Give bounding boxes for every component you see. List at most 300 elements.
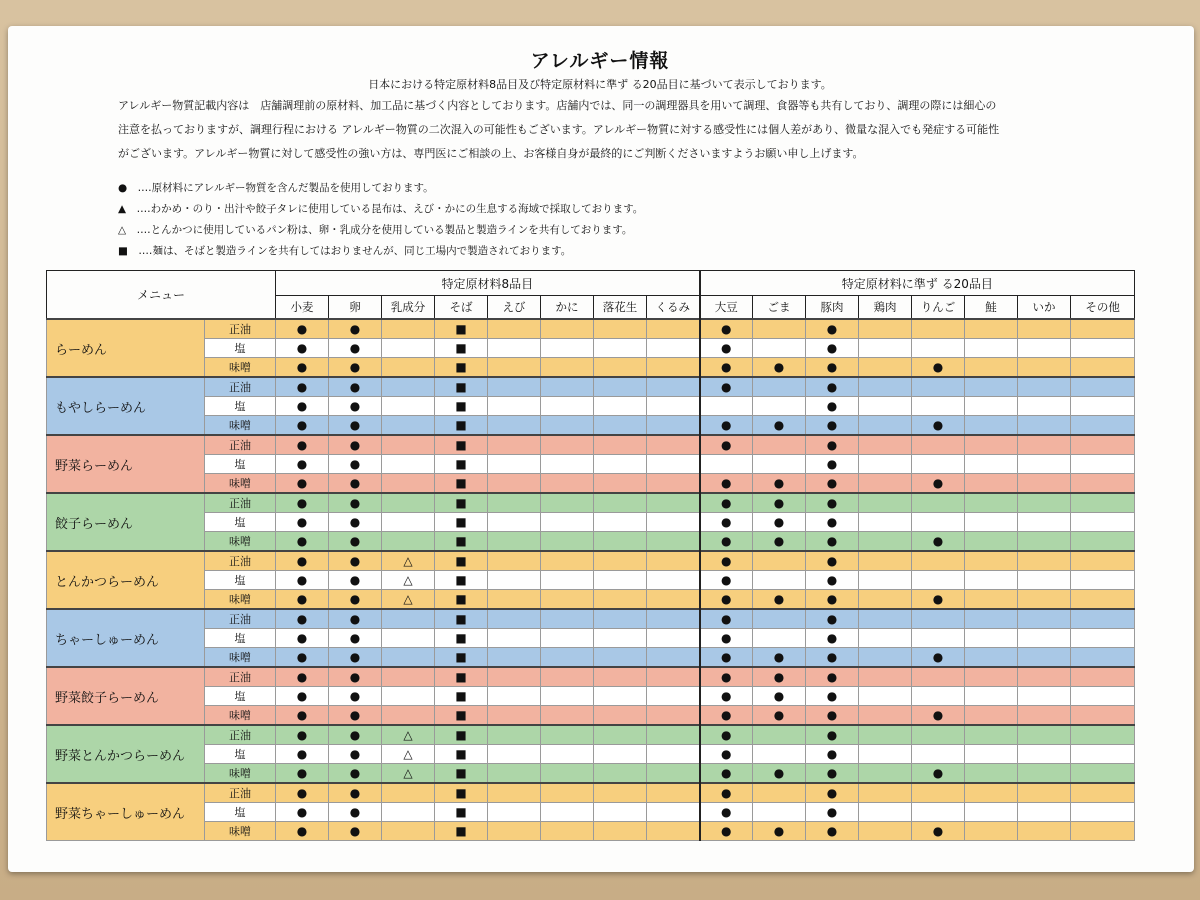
table-row	[47, 416, 1135, 436]
allergen-mark	[1018, 803, 1071, 822]
allergen-header: 乳成分	[382, 296, 435, 320]
allergen-mark: ●	[700, 783, 753, 803]
allergen-mark	[965, 455, 1018, 474]
allergen-mark: ●	[912, 416, 965, 436]
allergen-mark: ●	[329, 725, 382, 745]
allergen-mark: ■	[435, 493, 488, 513]
allergen-mark	[382, 435, 435, 455]
allergen-mark	[647, 474, 700, 494]
allergen-mark: ●	[329, 532, 382, 552]
allergen-mark	[1071, 513, 1135, 532]
allergen-mark	[859, 609, 912, 629]
allergen-mark	[965, 803, 1018, 822]
allergen-mark: ●	[806, 725, 859, 745]
allergen-mark: ●	[276, 667, 329, 687]
allergen-mark	[1018, 571, 1071, 590]
allergen-mark: ●	[276, 435, 329, 455]
allergen-mark: ●	[276, 571, 329, 590]
allergen-mark	[382, 687, 435, 706]
table-row	[47, 377, 1135, 397]
allergen-mark	[488, 725, 541, 745]
allergen-mark	[965, 687, 1018, 706]
allergen-mark	[859, 667, 912, 687]
allergen-mark: ●	[329, 416, 382, 436]
allergen-mark: ■	[435, 783, 488, 803]
menu-name: とんかつらーめん	[47, 551, 205, 609]
table-row	[47, 397, 1135, 416]
allergen-mark	[488, 513, 541, 532]
allergen-mark	[1018, 377, 1071, 397]
allergen-mark: ●	[700, 339, 753, 358]
allergen-mark: △	[382, 764, 435, 784]
allergen-mark	[753, 455, 806, 474]
allergen-mark: ●	[700, 532, 753, 552]
variant-label: 正油	[205, 725, 276, 745]
allergen-mark: ●	[912, 706, 965, 726]
allergen-mark	[753, 629, 806, 648]
legend-item-triangle: ▲ ‥‥わかめ・のり・出汁や餃子タレに使用している昆布は、えび・かにの生息する海域で採取しております。	[118, 203, 644, 215]
allergen-mark: ■	[435, 319, 488, 339]
table-row	[47, 764, 1135, 784]
allergen-mark	[594, 493, 647, 513]
menu-name: ちゃーしゅーめん	[47, 609, 205, 667]
allergen-mark	[382, 513, 435, 532]
allergen-mark: ●	[329, 397, 382, 416]
allergen-mark	[753, 783, 806, 803]
allergen-mark	[647, 513, 700, 532]
allergen-mark: ●	[329, 609, 382, 629]
page-title: アレルギー情報	[530, 50, 670, 72]
allergen-mark: ●	[329, 455, 382, 474]
allergen-mark	[1018, 629, 1071, 648]
allergen-header: 落花生	[594, 296, 647, 320]
allergen-mark: ●	[276, 725, 329, 745]
allergen-mark	[647, 687, 700, 706]
allergen-mark	[700, 397, 753, 416]
allergen-mark	[859, 358, 912, 378]
allergen-mark	[965, 648, 1018, 668]
allergen-mark	[488, 493, 541, 513]
allergen-mark	[488, 609, 541, 629]
allergen-mark	[1018, 822, 1071, 841]
allergen-mark	[541, 551, 594, 571]
allergen-mark	[594, 319, 647, 339]
allergen-mark	[488, 416, 541, 436]
variant-label: 味噌	[205, 706, 276, 726]
allergen-mark	[1071, 532, 1135, 552]
allergen-mark: ●	[700, 474, 753, 494]
allergen-mark	[912, 571, 965, 590]
allergen-mark	[647, 783, 700, 803]
menu-name: 野菜餃子らーめん	[47, 667, 205, 725]
allergen-mark	[488, 706, 541, 726]
variant-label: 正油	[205, 319, 276, 339]
table-row	[47, 532, 1135, 552]
allergen-mark: ■	[435, 339, 488, 358]
allergen-mark	[1071, 571, 1135, 590]
variant-label: 塩	[205, 339, 276, 358]
allergen-mark	[594, 358, 647, 378]
table-row	[47, 513, 1135, 532]
allergen-mark	[753, 377, 806, 397]
allergen-mark: ●	[276, 474, 329, 494]
allergen-mark	[382, 667, 435, 687]
allergen-mark	[1071, 551, 1135, 571]
allergen-mark	[912, 725, 965, 745]
allergen-mark	[488, 551, 541, 571]
allergen-mark: ●	[753, 648, 806, 668]
allergen-header: ごま	[753, 296, 806, 320]
allergen-mark	[753, 609, 806, 629]
allergen-mark: ●	[912, 474, 965, 494]
allergen-mark	[965, 629, 1018, 648]
allergen-mark: ●	[753, 532, 806, 552]
allergen-mark	[1071, 706, 1135, 726]
allergen-mark	[965, 513, 1018, 532]
allergen-mark: ●	[700, 358, 753, 378]
table-row	[47, 648, 1135, 668]
allergen-mark: ●	[276, 377, 329, 397]
allergen-mark	[1071, 435, 1135, 455]
allergen-mark	[1018, 764, 1071, 784]
table-row	[47, 783, 1135, 803]
allergen-mark: ●	[329, 822, 382, 841]
allergen-mark	[488, 397, 541, 416]
allergen-mark	[594, 513, 647, 532]
allergen-mark: ■	[435, 590, 488, 610]
allergen-mark: ●	[276, 590, 329, 610]
allergen-mark	[541, 687, 594, 706]
variant-label: 塩	[205, 803, 276, 822]
allergen-mark	[488, 822, 541, 841]
table-row	[47, 725, 1135, 745]
allergen-mark	[700, 455, 753, 474]
allergen-mark	[965, 474, 1018, 494]
allergen-mark: ●	[753, 474, 806, 494]
allergen-mark	[1018, 435, 1071, 455]
allergen-mark: ■	[435, 513, 488, 532]
allergen-mark	[1018, 783, 1071, 803]
allergen-mark	[488, 377, 541, 397]
allergen-mark: ■	[435, 532, 488, 552]
allergen-mark	[594, 455, 647, 474]
variant-label: 正油	[205, 551, 276, 571]
allergen-mark	[488, 629, 541, 648]
allergen-mark: ●	[329, 629, 382, 648]
allergen-mark	[594, 629, 647, 648]
variant-label: 味噌	[205, 764, 276, 784]
allergen-mark	[382, 474, 435, 494]
allergen-mark: ●	[806, 513, 859, 532]
allergen-mark: ●	[806, 590, 859, 610]
allergen-mark	[488, 648, 541, 668]
table-row	[47, 435, 1135, 455]
allergen-mark	[1071, 474, 1135, 494]
allergen-mark	[488, 474, 541, 494]
allergen-mark: ●	[276, 764, 329, 784]
allergen-mark	[594, 803, 647, 822]
allergen-mark	[594, 532, 647, 552]
allergen-mark	[647, 319, 700, 339]
allergen-mark	[1018, 648, 1071, 668]
table-row	[47, 358, 1135, 378]
allergen-mark	[382, 377, 435, 397]
allergen-mark	[541, 783, 594, 803]
allergen-mark: ●	[700, 513, 753, 532]
allergen-mark	[753, 435, 806, 455]
allergen-mark	[541, 822, 594, 841]
allergen-mark	[647, 551, 700, 571]
allergen-mark	[594, 667, 647, 687]
allergen-mark	[859, 377, 912, 397]
allergen-mark	[488, 687, 541, 706]
variant-label: 正油	[205, 609, 276, 629]
allergen-mark	[647, 455, 700, 474]
allergen-mark	[912, 667, 965, 687]
allergen-mark	[382, 339, 435, 358]
allergen-mark: ■	[435, 667, 488, 687]
allergen-mark	[647, 803, 700, 822]
allergen-mark: ●	[806, 629, 859, 648]
allergen-mark	[965, 764, 1018, 784]
allergen-mark	[1018, 358, 1071, 378]
allergen-mark: ●	[329, 667, 382, 687]
allergen-mark	[965, 397, 1018, 416]
allergen-mark	[859, 551, 912, 571]
allergen-mark	[541, 648, 594, 668]
group-header-20: 特定原材料に準ず る20品目	[700, 271, 1135, 296]
allergen-mark	[912, 803, 965, 822]
variant-label: 正油	[205, 435, 276, 455]
allergen-mark	[541, 455, 594, 474]
allergen-mark: ●	[276, 455, 329, 474]
allergen-mark	[753, 803, 806, 822]
allergen-mark	[647, 822, 700, 841]
allergen-mark	[382, 416, 435, 436]
allergen-mark	[594, 687, 647, 706]
allergen-mark: ■	[435, 474, 488, 494]
allergen-mark	[541, 377, 594, 397]
allergen-mark	[912, 513, 965, 532]
allergen-mark	[965, 358, 1018, 378]
allergen-mark: ●	[912, 590, 965, 610]
allergen-mark	[1071, 339, 1135, 358]
allergen-mark	[382, 455, 435, 474]
allergen-mark: ●	[912, 648, 965, 668]
allergen-mark	[647, 416, 700, 436]
allergen-mark: ●	[806, 609, 859, 629]
allergen-mark	[647, 339, 700, 358]
allergen-mark	[541, 667, 594, 687]
allergen-mark: ●	[700, 493, 753, 513]
allergen-mark	[382, 783, 435, 803]
allergen-mark	[488, 745, 541, 764]
allergen-mark: ●	[806, 822, 859, 841]
allergen-mark: ●	[806, 435, 859, 455]
allergen-mark: ●	[276, 339, 329, 358]
allergen-mark: ■	[435, 725, 488, 745]
allergen-mark	[594, 822, 647, 841]
allergen-header: そば	[435, 296, 488, 320]
allergen-mark	[912, 551, 965, 571]
allergen-mark: ●	[700, 377, 753, 397]
allergen-header: かに	[541, 296, 594, 320]
table-row	[47, 551, 1135, 571]
allergen-mark	[647, 648, 700, 668]
allergen-mark: ●	[806, 803, 859, 822]
notice-line: アレルギー物質記載内容は 店舗調理前の原材料、加工品に基づく内容としております。店舗内では、同一の調理器具を用いて調理、食器等も共有しており、調理の際には細心の	[118, 99, 997, 112]
allergen-mark: ●	[806, 648, 859, 668]
allergen-mark: ●	[700, 648, 753, 668]
allergen-mark: ■	[435, 706, 488, 726]
allergen-mark: ●	[329, 764, 382, 784]
page-subtitle: 日本における特定原材料8品目及び特定原材料に準ず る20品目に基づいて表示しております。	[368, 78, 832, 91]
allergen-mark: ■	[435, 358, 488, 378]
allergen-mark	[382, 629, 435, 648]
allergen-header: 鮭	[965, 296, 1018, 320]
table-row	[47, 319, 1135, 339]
allergen-mark	[859, 783, 912, 803]
allergen-mark	[594, 745, 647, 764]
allergen-mark	[647, 397, 700, 416]
allergen-mark	[859, 319, 912, 339]
allergen-mark	[488, 783, 541, 803]
allergen-mark: ●	[700, 319, 753, 339]
allergen-mark	[1018, 416, 1071, 436]
allergen-mark: ●	[806, 551, 859, 571]
variant-label: 塩	[205, 571, 276, 590]
allergen-mark	[1018, 513, 1071, 532]
allergen-mark: ●	[806, 319, 859, 339]
variant-label: 塩	[205, 397, 276, 416]
allergen-mark: ●	[753, 416, 806, 436]
allergen-mark	[541, 397, 594, 416]
allergen-mark	[1071, 590, 1135, 610]
allergen-mark: ●	[912, 764, 965, 784]
allergen-mark	[1071, 609, 1135, 629]
allergen-mark	[594, 783, 647, 803]
variant-label: 塩	[205, 687, 276, 706]
allergen-mark	[647, 377, 700, 397]
allergen-mark	[594, 725, 647, 745]
allergen-mark: ●	[806, 783, 859, 803]
allergen-mark	[594, 571, 647, 590]
allergen-mark: △	[382, 745, 435, 764]
allergen-mark	[541, 532, 594, 552]
allergen-mark	[488, 803, 541, 822]
allergen-mark	[1071, 667, 1135, 687]
allergen-mark: ●	[700, 725, 753, 745]
allergen-mark	[965, 667, 1018, 687]
allergen-mark	[541, 513, 594, 532]
allergen-mark	[541, 339, 594, 358]
allergen-mark	[382, 609, 435, 629]
allergen-mark	[647, 571, 700, 590]
table-row	[47, 455, 1135, 474]
allergen-mark: ●	[329, 493, 382, 513]
allergen-mark	[382, 532, 435, 552]
allergen-mark	[541, 590, 594, 610]
allergen-mark: ●	[329, 435, 382, 455]
allergen-mark: ●	[329, 706, 382, 726]
allergen-mark	[1018, 687, 1071, 706]
allergen-mark	[965, 783, 1018, 803]
allergen-mark: ●	[806, 339, 859, 358]
allergen-mark	[647, 590, 700, 610]
menu-name: 餃子らーめん	[47, 493, 205, 551]
allergen-mark: △	[382, 725, 435, 745]
allergen-mark	[1018, 667, 1071, 687]
allergen-mark	[488, 590, 541, 610]
allergen-mark	[753, 397, 806, 416]
allergen-mark: ●	[329, 783, 382, 803]
allergen-mark	[1018, 493, 1071, 513]
allergen-mark	[912, 629, 965, 648]
allergen-mark	[1018, 532, 1071, 552]
allergen-mark	[382, 319, 435, 339]
table-row	[47, 571, 1135, 590]
menu-name: 野菜らーめん	[47, 435, 205, 493]
allergen-mark	[647, 667, 700, 687]
allergen-mark: ■	[435, 416, 488, 436]
allergen-mark: ●	[329, 358, 382, 378]
table-row	[47, 822, 1135, 841]
allergen-mark	[753, 319, 806, 339]
allergen-mark	[859, 687, 912, 706]
table-row	[47, 706, 1135, 726]
allergen-mark: ●	[806, 397, 859, 416]
table-row	[47, 474, 1135, 494]
variant-label: 味噌	[205, 416, 276, 436]
allergen-mark	[1071, 455, 1135, 474]
allergen-mark	[541, 493, 594, 513]
allergen-mark	[859, 803, 912, 822]
allergen-mark	[647, 609, 700, 629]
allergen-mark	[965, 339, 1018, 358]
allergen-mark	[965, 725, 1018, 745]
allergen-mark	[647, 629, 700, 648]
notice-paragraph	[118, 94, 1078, 166]
allergen-mark	[594, 764, 647, 784]
allergen-mark: ●	[700, 571, 753, 590]
allergen-mark	[594, 706, 647, 726]
allergen-mark: ●	[276, 358, 329, 378]
allergen-header: くるみ	[647, 296, 700, 320]
allergen-mark	[382, 358, 435, 378]
allergen-mark: ●	[753, 687, 806, 706]
allergen-mark: ●	[276, 609, 329, 629]
allergen-mark	[647, 706, 700, 726]
allergen-mark	[859, 590, 912, 610]
allergen-mark	[541, 706, 594, 726]
allergen-mark	[965, 822, 1018, 841]
variant-label: 塩	[205, 745, 276, 764]
allergen-mark	[912, 609, 965, 629]
allergen-mark: ■	[435, 377, 488, 397]
allergen-mark: ●	[329, 590, 382, 610]
allergen-mark	[912, 435, 965, 455]
allergen-mark	[859, 745, 912, 764]
allergen-mark: ■	[435, 571, 488, 590]
allergen-mark	[541, 358, 594, 378]
allergen-mark: ■	[435, 803, 488, 822]
legend-item-open-triangle: △ ‥‥とんかつに使用しているパン粉は、卵・乳成分を使用している製品と製造ラインを共有しております。	[118, 224, 633, 236]
variant-label: 味噌	[205, 590, 276, 610]
allergen-mark	[859, 764, 912, 784]
allergen-mark	[488, 358, 541, 378]
allergen-header: 豚肉	[806, 296, 859, 320]
allergen-mark	[859, 725, 912, 745]
